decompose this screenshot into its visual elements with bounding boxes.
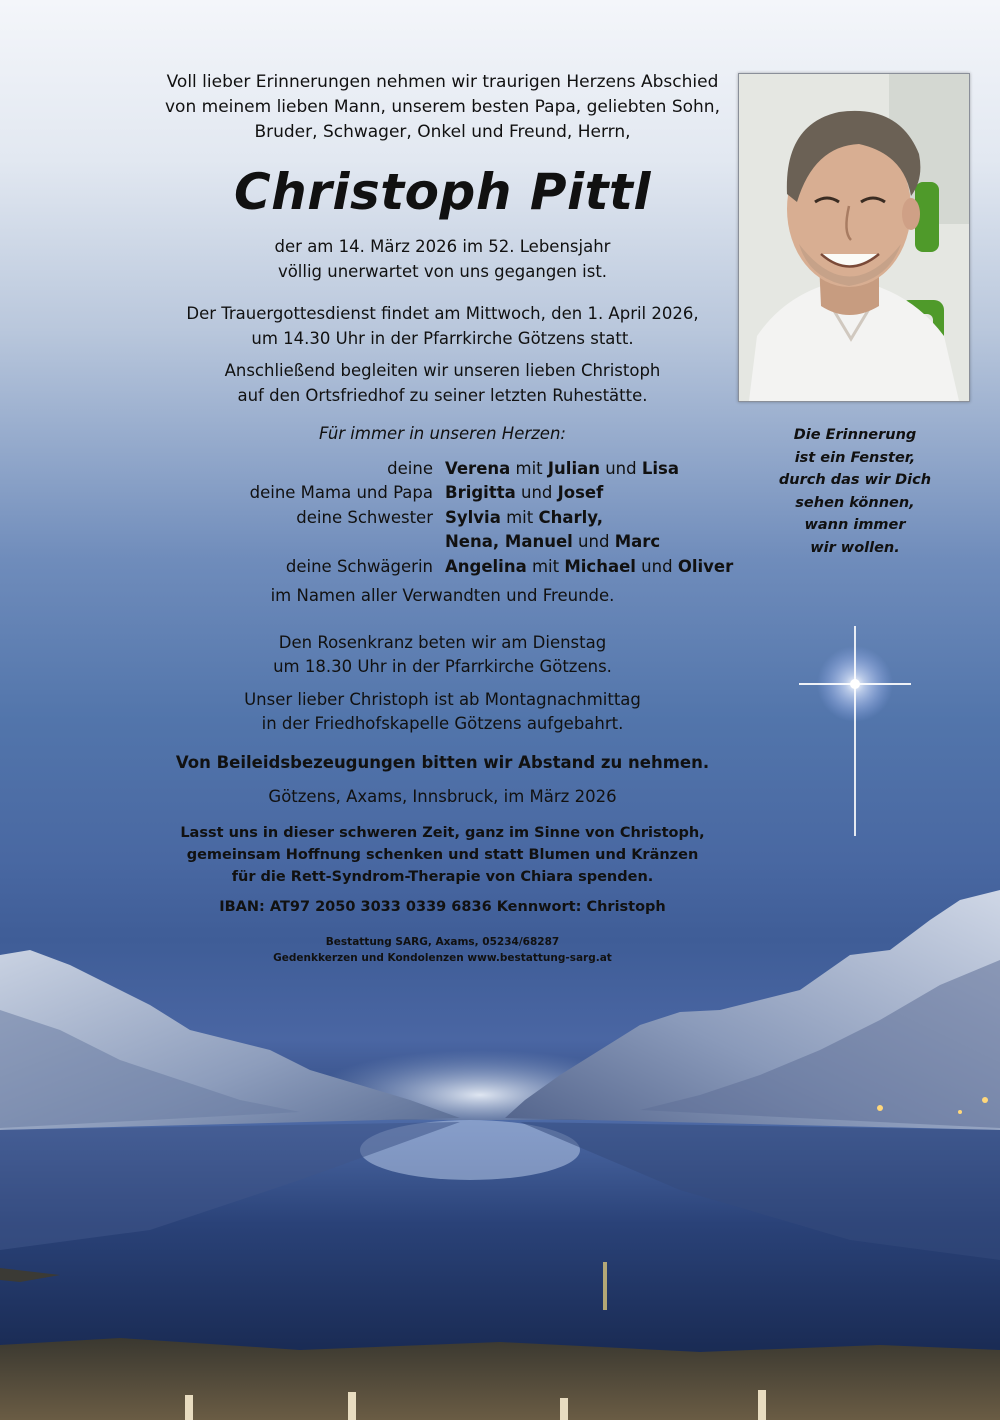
quote-line: sehen können, <box>795 494 915 511</box>
laid-out-line: in der Friedhofskapelle Götzens aufgebahrt. <box>261 714 624 733</box>
donation-line: Lasst uns in dieser schweren Zeit, ganz im Sinne von Christoph, <box>180 824 705 841</box>
family-relation: deine Schwägerin <box>285 556 433 576</box>
service-line: um 14.30 Uhr in der Pfarrkirche Götzens statt. <box>251 328 634 348</box>
intro-line: Voll lieber Erinnerungen nehmen wir traurigen Herzens Abschied <box>166 72 719 92</box>
family-relation: deine Schwester <box>296 507 433 527</box>
rosary-line: um 18.30 Uhr in der Pfarrkirche Götzens. <box>273 657 612 676</box>
relatives-line: im Namen aller Verwandten und Freunde. <box>270 586 615 605</box>
place-date: Götzens, Axams, Innsbruck, im März 2026 <box>268 787 617 806</box>
service-line: Der Trauergottesdienst findet am Mittwoch, den 1. April 2026, <box>186 304 699 323</box>
family-relation <box>150 530 445 555</box>
family-row <box>150 506 735 531</box>
burial-info <box>150 359 735 408</box>
light-cross-star <box>795 620 915 840</box>
portrait-photo <box>738 73 970 402</box>
quote-line: wir wollen. <box>810 539 900 556</box>
intro-text <box>150 70 735 145</box>
laid-out-info <box>150 688 735 737</box>
intro-line: von meinem lieben Mann, unserem besten Papa, geliebten Sohn, <box>165 97 720 117</box>
family-list <box>150 457 735 580</box>
family-row <box>150 457 735 482</box>
family-names: Nena, Manuel und Marc <box>445 532 661 551</box>
obituary-text <box>150 70 735 966</box>
donation-line: gemeinsam Hoffnung schenken und statt Blumen und Kränzen <box>186 846 699 863</box>
family-row <box>150 555 735 580</box>
burial-line: Anschließend begleiten wir unseren lieben Christoph <box>224 361 661 380</box>
laid-out-line: Unser lieber Christoph ist ab Montagnachmittag <box>244 689 641 709</box>
death-line: der am 14. März 2026 im 52. Lebensjahr <box>274 237 611 256</box>
family-row <box>150 530 735 555</box>
quote-line: Die Erinnerung <box>793 427 917 443</box>
forever-heading: Für immer in unseren Herzen: <box>319 424 566 443</box>
family-names: Verena mit Julian und Lisa <box>445 458 679 478</box>
memorial-quote <box>770 424 940 559</box>
rosary-info <box>150 631 735 680</box>
footer-line: Gedenkkerzen und Kondolenzen www.bestattung-sarg.at <box>273 951 612 964</box>
quote-line: ist ein Fenster, <box>794 449 916 466</box>
burial-line: auf den Ortsfriedhof zu seiner letzten Ruhestätte. <box>237 385 648 405</box>
family-relation: deine Mama und Papa <box>249 483 433 502</box>
quote-line: wann immer <box>804 517 906 533</box>
donation-request <box>150 822 735 888</box>
death-notice <box>150 235 735 284</box>
family-names: Brigitta und Josef <box>445 483 604 502</box>
rosary-line: Den Rosenkranz beten wir am Dienstag <box>278 632 607 652</box>
condolences-note: Von Beileidsbezeugungen bitten wir Abstand zu nehmen. <box>175 752 710 772</box>
family-names: Sylvia mit Charly, <box>445 507 603 527</box>
deceased-name: Christoph Pittl <box>233 163 652 221</box>
donation-line: für die Rett-Syndrom-Therapie von Chiara spenden. <box>231 868 654 885</box>
family-names: Angelina mit Michael und Oliver <box>445 556 734 576</box>
death-line: völlig unerwartet von uns gegangen ist. <box>277 261 608 281</box>
intro-line: Bruder, Schwager, Onkel und Freund, Herrn, <box>254 122 631 142</box>
quote-line: durch das wir Dich <box>778 472 932 488</box>
family-relation: deine <box>387 458 433 478</box>
family-row <box>150 481 735 506</box>
funeral-home-footer <box>150 934 735 966</box>
iban-info: IBAN: AT97 2050 3033 0339 6836 Kennwort: Christoph <box>219 898 666 915</box>
footer-line: Bestattung SARG, Axams, 05234/68287 <box>325 935 560 948</box>
funeral-service-info <box>150 302 735 351</box>
